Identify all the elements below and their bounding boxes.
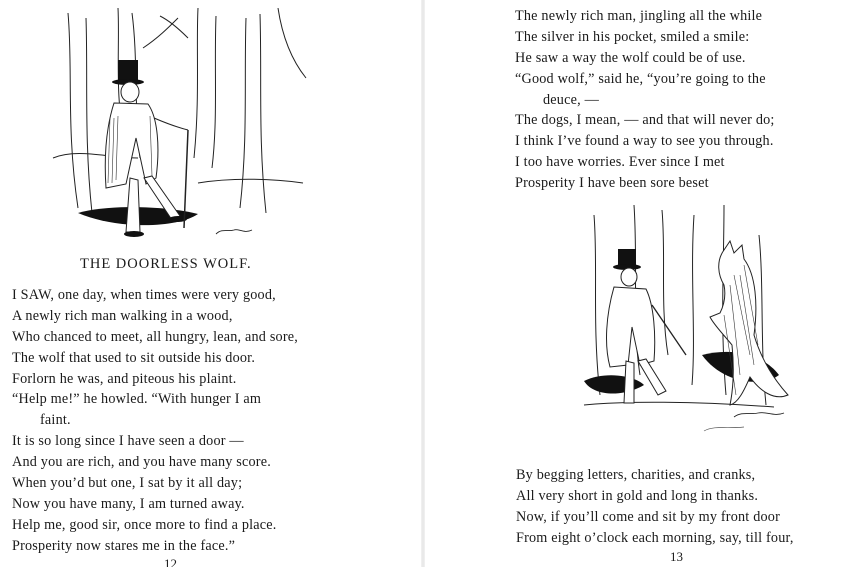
verse-line: The newly rich man, jingling all the while	[515, 8, 763, 24]
right-page-verse-bottom	[516, 465, 794, 549]
verse-line: Prosperity I have been sore beset	[515, 175, 709, 192]
verse-line: I too have worries. Ever since I met	[515, 154, 725, 171]
verse-line: Now you have many, I am turned away.	[12, 495, 245, 512]
verse-line: Help me, good sir, once more to find a place.	[12, 516, 277, 533]
verse-line: He saw a way the wolf could be of use.	[515, 49, 746, 66]
verse-line: I think I’ve found a way to see you through.	[515, 133, 774, 150]
verse-line: The dogs, I mean, — and that will never do;	[515, 112, 775, 129]
rich-man-walking-illustration	[48, 8, 308, 243]
page-number-left: 12	[164, 556, 177, 567]
verse-line: deuce, —	[543, 91, 599, 108]
book-gutter	[421, 0, 425, 567]
verse-line: A newly rich man walking in a wood,	[12, 307, 233, 324]
man-and-wolf-illustration	[574, 205, 804, 445]
verse-line: All very short in gold and long in thanks.	[516, 487, 759, 504]
verse-line: From eight o’clock each morning, say, till four,	[516, 529, 794, 546]
verse-line: The silver in his pocket, smiled a smile:	[515, 28, 750, 45]
verse-line: faint.	[40, 412, 71, 429]
verse-line: Prosperity now stares me in the face.”	[12, 537, 236, 554]
right-page	[426, 0, 852, 567]
verse-line: Who chanced to meet, all hungry, lean, and sore,	[12, 328, 299, 345]
verse-line: And you are rich, and you have many score.	[12, 454, 271, 471]
poem-title: THE DOORLESS WOLF.	[80, 256, 252, 272]
left-page-verse	[12, 285, 298, 557]
verse-line: Forlorn he was, and piteous his plaint.	[12, 370, 237, 387]
right-page-verse-top	[515, 6, 775, 194]
verse-line: “Help me!” he howled. “With hunger I am	[12, 391, 262, 408]
verse-line: By begging letters, charities, and cranks,	[516, 467, 756, 483]
verse-line: It is so long since I have seen a door —	[12, 433, 244, 450]
verse-line: When you’d but one, I sat by it all day;	[12, 475, 243, 492]
page-number-right: 13	[670, 549, 683, 564]
verse-line: The wolf that used to sit outside his door.	[12, 349, 256, 366]
verse-line: Now, if you’ll come and sit by my front door	[516, 508, 781, 525]
left-page	[0, 0, 420, 567]
verse-line: “Good wolf,” said he, “you’re going to the	[515, 70, 766, 87]
verse-line: I SAW, one day, when times were very good,	[12, 287, 276, 303]
